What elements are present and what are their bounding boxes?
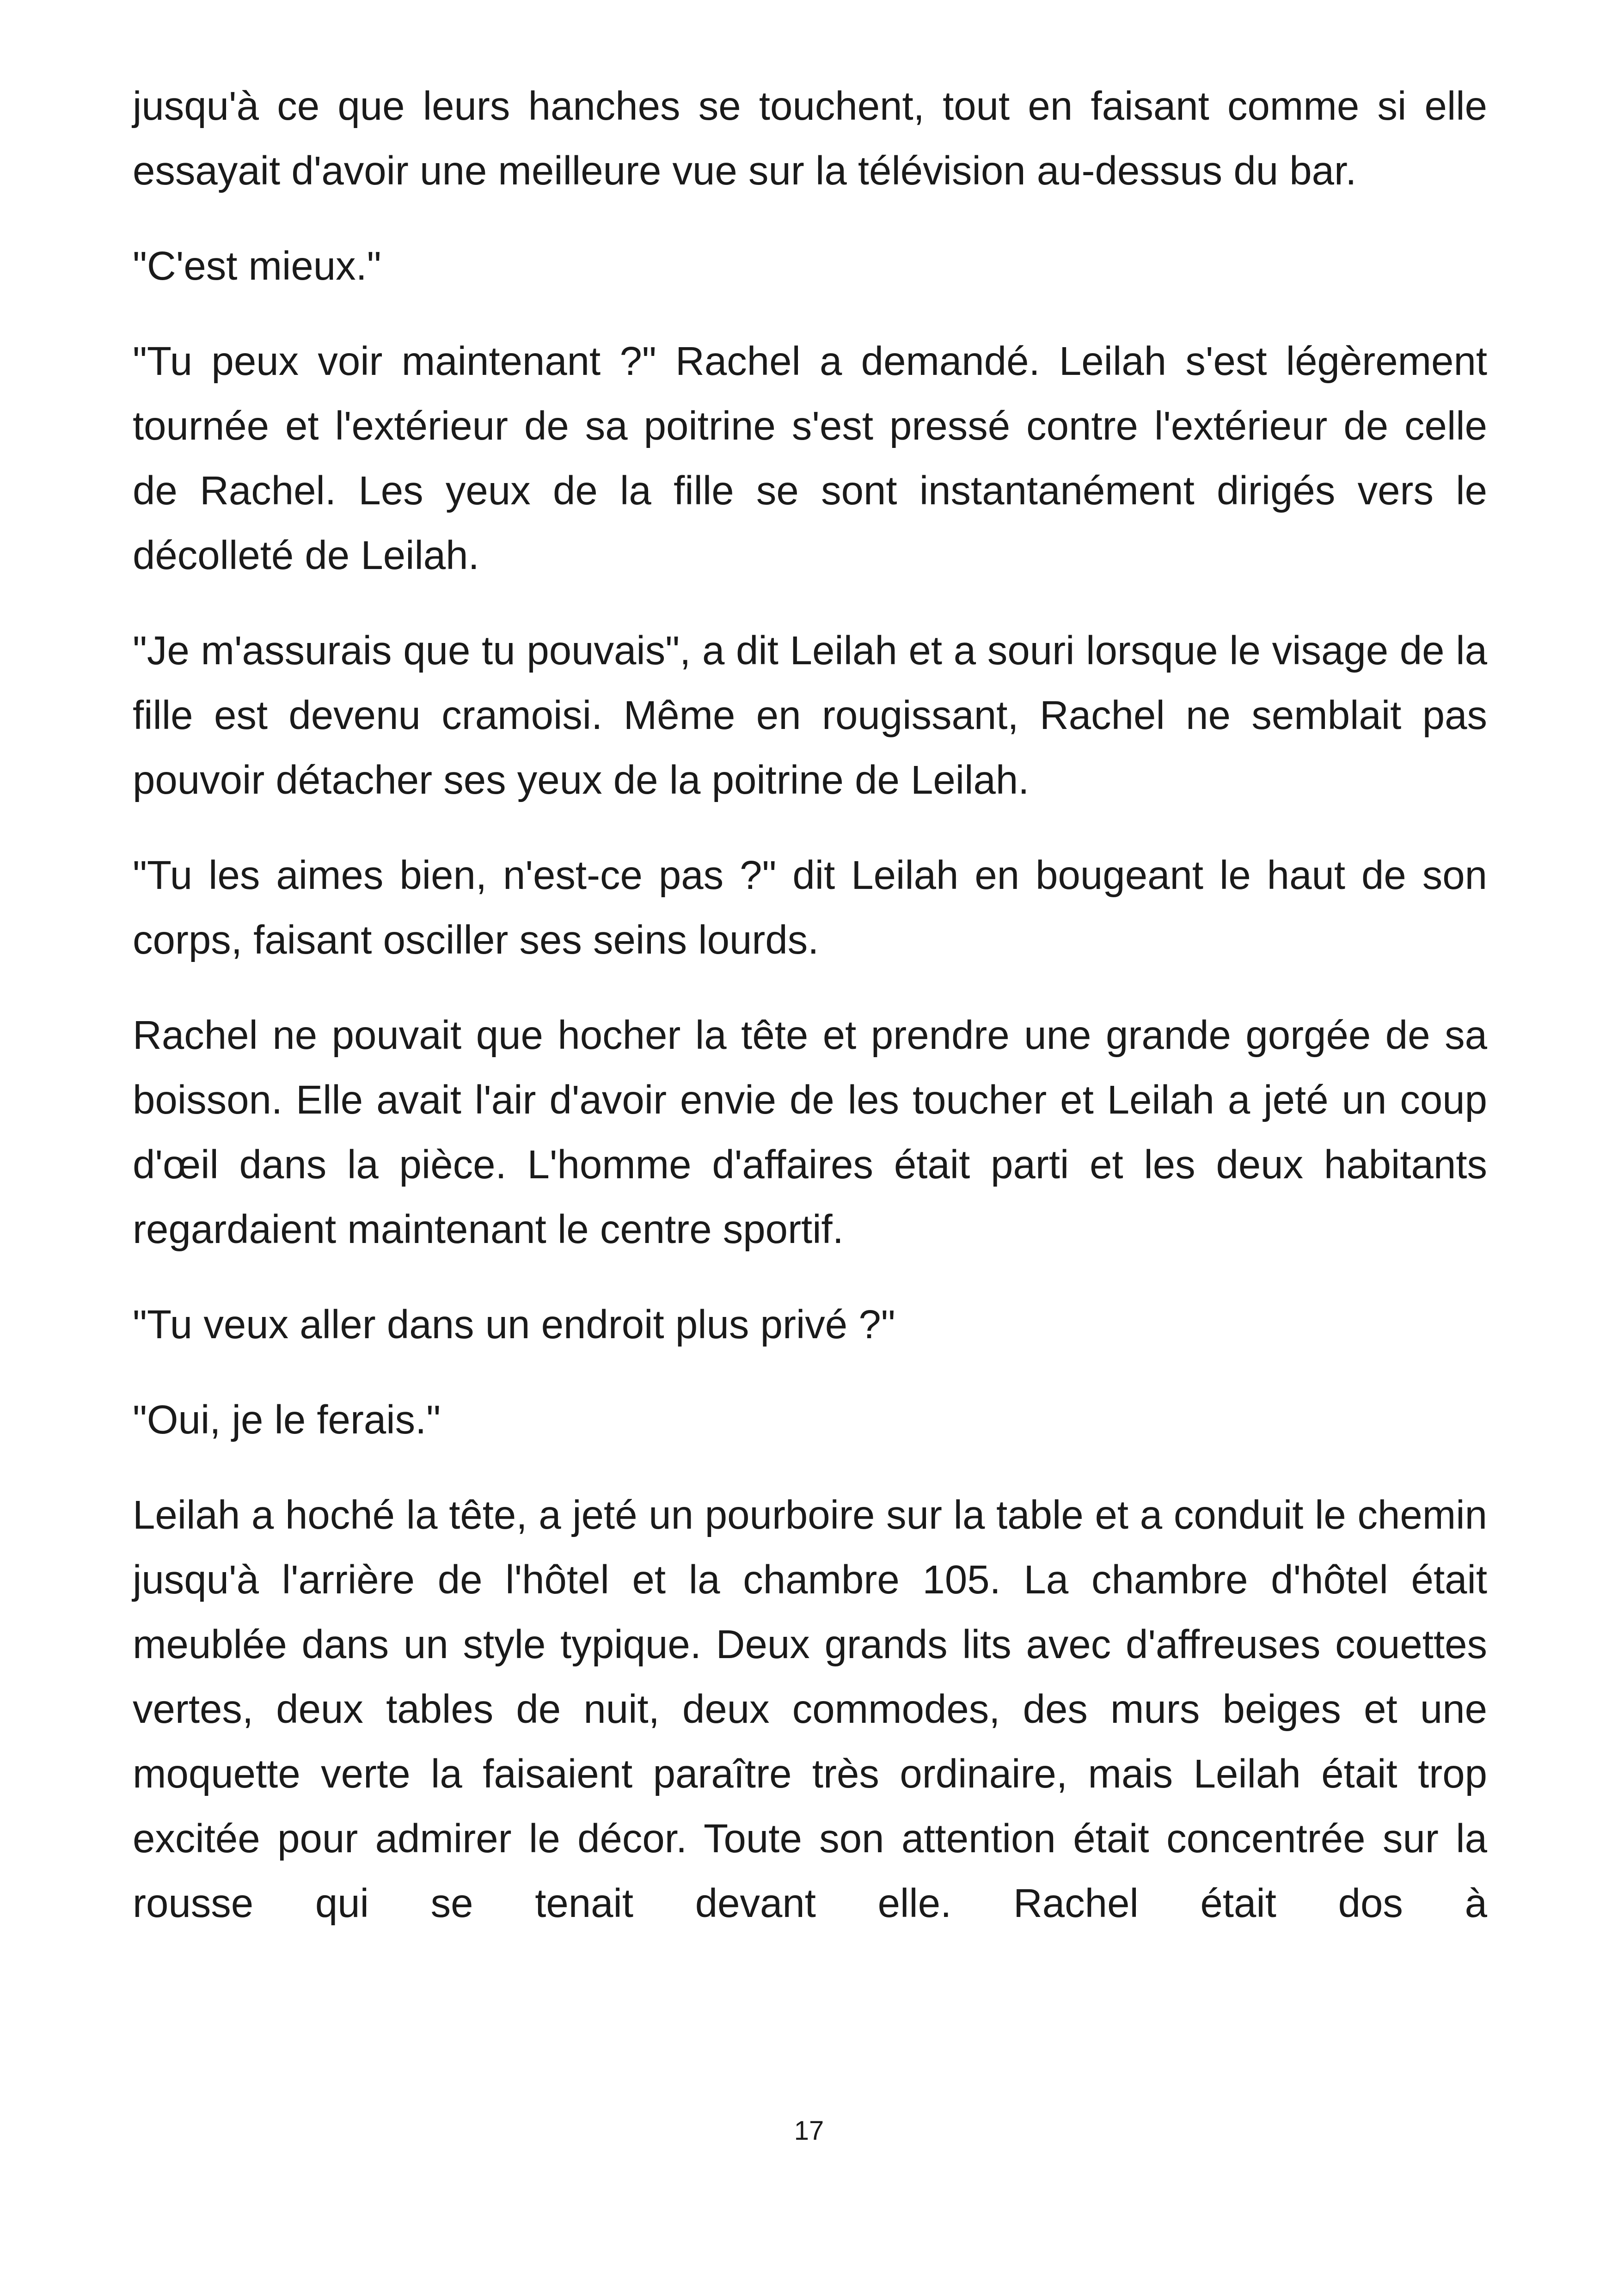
paragraph: "Je m'assurais que tu pouvais", a dit Leilah et a souri lorsque le visage de la fille est devenu cramoisi. Même en rougissant, Rachel ne semblait pas pouvoir détacher ses yeux de la poitrine de Leilah. [133,628,1487,802]
page-number: 17 [794,2116,824,2146]
paragraph: "C'est mieux." [133,244,381,288]
paragraph: "Tu les aimes bien, n'est-ce pas ?" dit Leilah en bougeant le haut de son corps, faisant osciller ses seins lourds. [133,853,1487,962]
paragraph: Rachel ne pouvait que hocher la tête et prendre une grande gorgée de sa boisson. Elle avait l'air d'avoir envie de les toucher et Leilah a jeté un coup d'œil dans la pièce. L'homme d'affaires était parti et les deux habitants regardaient maintenant le centre sportif. [133,1013,1487,1252]
paragraph: jusqu'à ce que leurs hanches se touchent, tout en faisant comme si elle essayait d'avoir une meilleure vue sur la télévision au-dessus du bar. [133,84,1487,193]
paragraph: Leilah a hoché la tête, a jeté un pourboire sur la table et a conduit le chemin jusqu'à l'arrière de l'hôtel et la chambre 105. La chambre d'hôtel était meublée dans un style typique. Deux grands lits avec d'affreuses couettes vertes, deux tables de nuit, deux commodes, des murs beiges et une moquette verte la faisaient paraître très ordinaire, mais Leilah était trop excitée pour admirer le décor. Toute son attention était concentrée sur la rousse qui se tenait devant elle. Rachel était dos à [133,1493,1487,1926]
paragraph: "Tu veux aller dans un endroit plus privé ?" [133,1302,895,1347]
body-text [133,74,1487,1936]
paragraph: "Tu peux voir maintenant ?" Rachel a demandé. Leilah s'est légèrement tournée et l'extérieur de sa poitrine s'est pressé contre l'extérieur de celle de Rachel. Les yeux de la fille se sont instantanément dirigés vers le décolleté de Leilah. [133,339,1487,578]
paragraph: "Oui, je le ferais." [133,1397,441,1442]
